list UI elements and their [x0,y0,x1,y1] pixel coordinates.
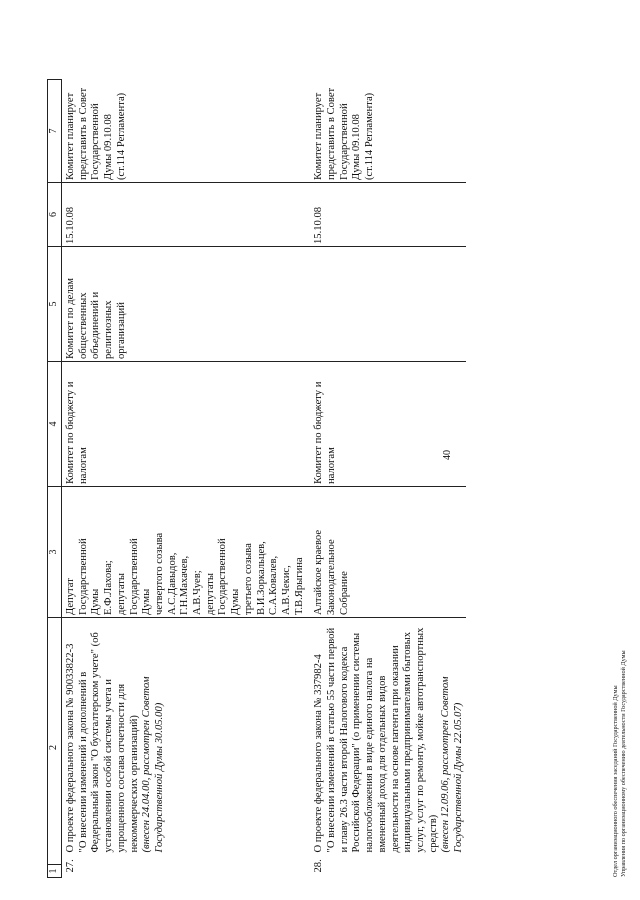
co-committee-cell: Комитет по делам общественных объединений и религиозных организаций [62,247,307,362]
author-line: В.И.Зоркальцев, [255,541,267,615]
author-line: С.А.Ковалев, [268,555,280,615]
co-committee-cell [306,247,465,362]
page-number: 40 [442,450,453,460]
bill-title: О проекте федерального закона № 337982-4 [313,654,325,853]
bills-table [47,79,466,878]
author-line: Думы [230,588,242,615]
author-line: четвертого созыва [153,532,165,615]
author-line: Депутат [65,578,76,615]
footer-line-1: Отдел организационного обеспечения заседаний Государственной Думы [612,685,619,877]
header-col-5: 5 [48,247,62,362]
committee-cell: Комитет по бюджету и налогам [62,362,307,487]
header-col-6: 6 [48,183,62,247]
author-line: третьего созыва [242,543,254,615]
date-cell: 15.10.08 [62,183,307,247]
header-col-4: 4 [48,362,62,487]
bill-name: "О внесении изменений в статью 55 части первой и главу 26.3 части второй Налогового кодекса Российской Федерации" (о применении системы налогообложения в виде единого налога на вмененный доход для отдельных видов деятельности на основе патента при оказании индивидуальными предпринимателями бытовых услуг, услуг по ремонту, мойке автотранспортных средств) [326,627,439,853]
header-col-7: 7 [48,80,62,183]
authors-cell [62,487,307,618]
comment-cell: Комитет планирует представить в Совет Государственной Думы 09.10.08 (ст.114 Регламента) [65,87,127,180]
author-line: А.В.Чекис, [280,565,292,615]
date-cell: 15.10.08 [306,183,465,247]
table-row [306,80,465,878]
author-line: Государственной [128,538,140,615]
author-line: Г.Н.Махачев, [179,555,191,615]
footer-line-2: Управления по организационному обеспечению деятельности Государственной Думы [619,650,627,877]
author-line: Е.Ф.Лахова; [103,560,115,615]
bill-title: О проекте федерального закона № 90033822-3 [65,643,76,853]
author-line: депутаты [115,573,127,615]
bill-description-cell [62,618,307,878]
row-number: 28. [313,859,325,873]
header-col-2: 2 [48,745,60,750]
author-line: Думы [141,588,153,615]
bill-note: (внесен 24.04.00, рассмотрен Советом Государственной Думы 30.05.00) [141,676,165,853]
header-col-1: 1 [48,864,61,877]
comment-cell: Комитет планирует представить в Совет Государственной Думы 09.10.08 (ст.114 Регламента) [313,87,376,180]
committee-cell: Комитет по бюджету и налогам [306,362,465,487]
author-line: А.В.Чуев; [192,570,204,615]
author-line: Собрание [338,571,350,615]
author-line: А.С.Давыдов, [166,552,178,615]
author-line: Государственной [77,538,89,615]
bill-note: (внесен 12.09.06, рассмотрен Советом Государственной Думы 22.05.07) [440,676,465,853]
table-header-row [48,80,62,878]
author-line: Государственной [217,538,229,615]
authors-cell [306,487,465,618]
header-col-1-2 [48,618,62,878]
bill-name: "О внесении изменений и дополнений в Федеральный закон "О бухгалтерском учете" (об установлении особой системы учета и упрощенного состава отчетности для некоммерческих организаций) [77,632,140,853]
author-line: депутаты [204,573,216,615]
author-line: Т.В.Ярыгина [293,557,305,615]
author-line: Алтайское краевое [313,529,325,615]
header-col-3: 3 [48,487,62,618]
bill-description-cell [306,618,465,878]
footer [612,650,627,877]
table-row [62,80,307,878]
row-number: 27. [65,859,76,873]
author-line: Законодательное [326,539,338,615]
author-line: Думы [90,588,102,615]
